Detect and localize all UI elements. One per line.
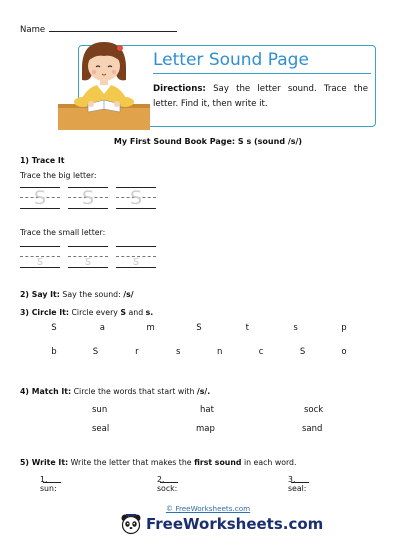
- match-row-1: [92, 405, 342, 417]
- girl-reading-illustration: [58, 34, 150, 130]
- name-label: Name: [20, 25, 46, 35]
- answer-blank[interactable]: [160, 475, 178, 483]
- letter-option[interactable]: n: [216, 347, 223, 357]
- section-2-sound: /s/: [123, 290, 134, 299]
- section-5: 5) Write It: Write the letter that makes the first sound in each word.: [20, 458, 297, 467]
- letter-option[interactable]: a: [99, 323, 105, 333]
- answer-blank[interactable]: [43, 475, 61, 483]
- letter-option[interactable]: s: [293, 323, 298, 333]
- trace-big-box[interactable]: S: [116, 187, 156, 209]
- answer-blank[interactable]: [291, 475, 309, 483]
- section-2-heading: 2) Say It:: [20, 290, 60, 299]
- section-1-heading: 1) Trace It: [20, 156, 65, 165]
- logo-text: FreeWorksheets.com: [146, 515, 324, 533]
- section-3-heading: 3) Circle It:: [20, 308, 69, 317]
- section-4-heading: 4) Match It:: [20, 387, 72, 396]
- word-option[interactable]: hat: [200, 405, 214, 415]
- circle-row-1: [48, 323, 350, 333]
- word-option[interactable]: seal: [92, 424, 110, 434]
- trace-big-instruction: Trace the big letter:: [20, 171, 97, 180]
- section-3: 3) Circle It: Circle every S and s.: [20, 308, 154, 317]
- letter-option[interactable]: S: [299, 347, 306, 357]
- circle-row-2: [48, 347, 350, 357]
- worksheet-subtitle: My First Sound Book Page: S s (sound /s/): [113, 137, 303, 146]
- letter-option[interactable]: o: [341, 347, 347, 357]
- trace-small-box[interactable]: s: [20, 246, 60, 268]
- section-2: [20, 290, 134, 299]
- directions-label: Directions:: [153, 84, 206, 94]
- trace-small-instruction: Trace the small letter:: [20, 228, 106, 237]
- word-option[interactable]: map: [196, 424, 215, 434]
- section-5-heading: 5) Write It:: [20, 458, 69, 467]
- footer-logo[interactable]: [120, 512, 323, 536]
- directions-body: Say the letter sound. Trace the letter. Find it, then write it.: [153, 84, 368, 109]
- trace-small-row: [20, 246, 156, 268]
- word-option[interactable]: sun: [92, 405, 108, 415]
- section-2-text: Say the sound:: [62, 290, 121, 299]
- trace-big-box[interactable]: S: [68, 187, 108, 209]
- letter-option[interactable]: r: [135, 347, 139, 357]
- trace-big-box[interactable]: S: [20, 187, 60, 209]
- word-option[interactable]: sock: [304, 405, 324, 415]
- letter-option[interactable]: S: [92, 347, 99, 357]
- page-title: Letter Sound Page: [153, 50, 309, 70]
- trace-small-box[interactable]: s: [68, 246, 108, 268]
- trace-small-box[interactable]: s: [116, 246, 156, 268]
- letter-option[interactable]: S: [51, 323, 57, 333]
- match-row-2: [92, 424, 342, 436]
- letter-option[interactable]: b: [51, 347, 57, 357]
- letter-option[interactable]: s: [176, 347, 181, 357]
- title-divider: [153, 73, 371, 74]
- write-row: 1. sun: 2. sock: 3. seal:: [40, 475, 360, 487]
- directions-text: [153, 82, 368, 112]
- name-field[interactable]: [49, 24, 177, 32]
- panda-icon: [120, 513, 142, 535]
- letter-option[interactable]: p: [341, 323, 347, 333]
- letter-option[interactable]: t: [245, 323, 249, 333]
- trace-big-row: [20, 187, 156, 209]
- word-option[interactable]: sand: [302, 424, 323, 434]
- letter-option[interactable]: c: [258, 347, 264, 357]
- letter-option[interactable]: S: [196, 323, 202, 333]
- letter-option[interactable]: m: [146, 323, 155, 333]
- section-4: 4) Match It: Circle the words that start with /s/.: [20, 387, 211, 396]
- copyright-link[interactable]: © FreeWorksheets.com: [165, 504, 251, 513]
